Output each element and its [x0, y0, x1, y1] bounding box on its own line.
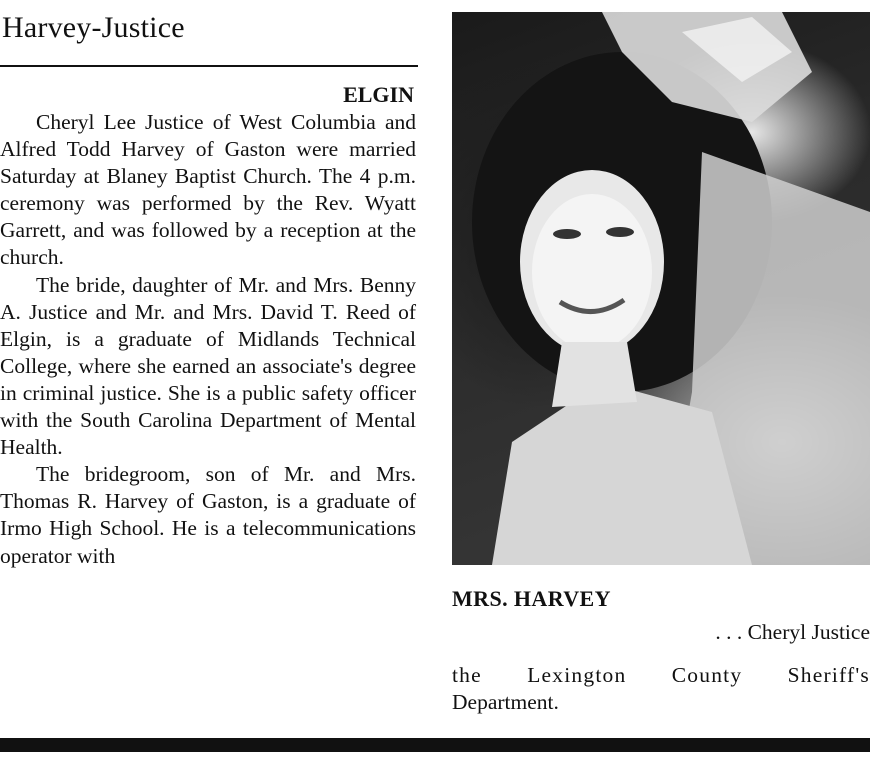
photo-caption-name: MRS. HARVEY: [452, 586, 611, 611]
continuation-line-1: the Lexington County Sheriff's: [452, 663, 870, 687]
bride-photo: [452, 12, 870, 565]
headline: Harvey-Justice: [2, 11, 185, 44]
bride-photo-illustration: [452, 12, 870, 565]
article-paragraph-1: Cheryl Lee Justice of West Columbia and Alfred Todd Harvey of Gaston were married Saturday at Blaney Baptist Church. The 4 p.m. ceremony was performed by the Rev. Wyatt Garrett, and was followed by a reception at the church.: [0, 110, 416, 270]
headline-rule: [0, 65, 418, 67]
page-bottom-rule: [0, 738, 870, 752]
article-paragraph-2: The bride, daughter of Mr. and Mrs. Benny A. Justice and Mr. and Mrs. David T. Reed of Elgin, is a graduate of Midlands Technical College, where she earned an associate's degree in criminal justice. She is a public safety officer with the South Carolina Department of Mental Health.: [0, 272, 416, 460]
continuation-line-2: Department.: [452, 690, 559, 714]
article-body: [0, 109, 416, 570]
photo-caption-subtitle: . . . Cheryl Justice: [715, 620, 870, 644]
article-continuation: [452, 662, 870, 716]
article-paragraph-3: The bridegroom, son of Mr. and Mrs. Thomas R. Harvey of Gaston, is a graduate of Irmo High School. He is a telecommunications operator with: [0, 462, 416, 568]
dateline: ELGIN: [343, 82, 414, 107]
